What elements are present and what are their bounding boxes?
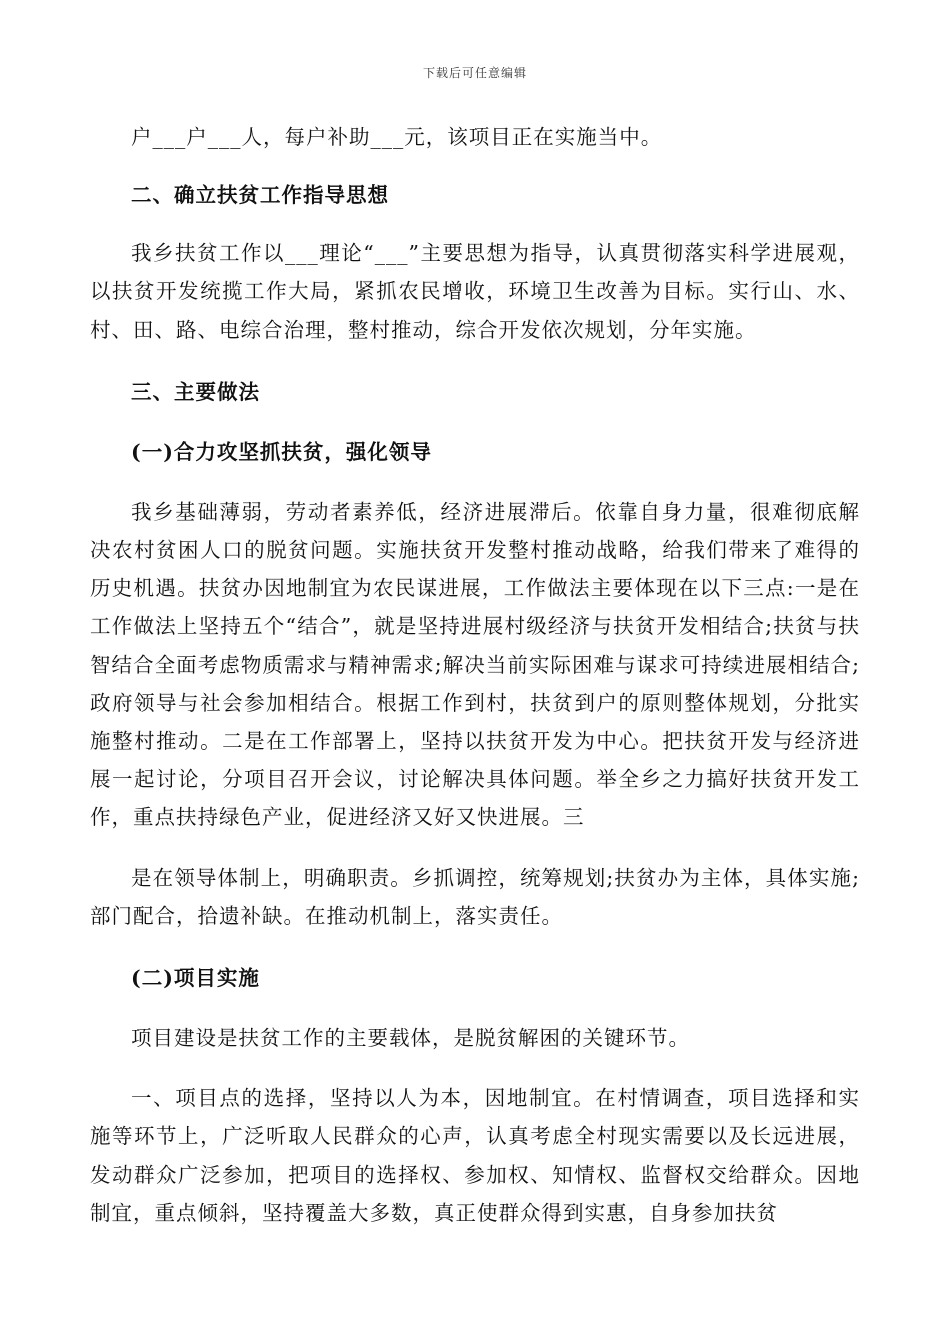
- section-heading-practices: 三、主要做法: [131, 379, 260, 404]
- system-paragraph: 是在领导体制上，明确职责。乡抓调控，统筹规划;扶贫办为主体，具体实施;部门配合，拾遗补缺。在推动机制上，落实责任。: [90, 865, 860, 928]
- guiding-paragraph: 我乡扶贫工作以___理论“___”主要思想为指导，认真贯彻落实科学进展观，以扶贫开发统揽工作大局，紧抓农民增收，环境卫生改善为目标。实行山、水、村、田、路、电综合治理，整村推动，综合开发依次规划，分年实施。: [90, 241, 860, 342]
- selection-paragraph: 一、项目点的选择，坚持以人为本，因地制宜。在村情调查，项目选择和实施等环节上，广泛听取人民群众的心声，认真考虑全村现实需要以及长远进展，发动群众广泛参加，把项目的选择权、参加权、知情权、监督权交给群众。因地制宜，重点倾斜，坚持覆盖大多数，真正使群众得到实惠，自身参加扶贫: [90, 1086, 860, 1225]
- project-paragraph: 项目建设是扶贫工作的主要载体，是脱贫解困的关键环节。: [131, 1026, 690, 1051]
- section-heading-guiding: 二、确立扶贫工作指导思想: [131, 183, 389, 208]
- document-body: [90, 118, 860, 1232]
- subsection-heading-leadership: (一)合力攻坚抓扶贫，强化领导: [131, 439, 432, 464]
- subsection-heading-project: (二)项目实施: [131, 966, 260, 991]
- practice-paragraph: 我乡基础薄弱，劳动者素养低，经济进展滞后。依靠自身力量，很难彻底解决农村贫困人口的脱贫问题。实施扶贫开发整村推动战略，给我们带来了难得的历史机遇。扶贫办因地制宜为农民谋进展，工作做法主要体现在以下三点:一是在工作做法上坚持五个“结合”，就是坚持进展村级经济与扶贫开发相结合;扶贫与扶智结合全面考虑物质需求与精神需求;解决当前实际困难与谋求可持续进展相结合;政府领导与社会参加相结合。根据工作到村，扶贫到户的原则整体规划，分批实施整村推动。二是在工作部署上，坚持以扶贫开发为中心。把扶贫开发与经济进展一起讨论，分项目召开会议，讨论解决具体问题。举全乡之力搞好扶贫开发工作，重点扶持绿色产业，促进经济又好又快进展。三: [90, 499, 860, 830]
- page-header: 下载后可任意编辑: [422, 66, 527, 80]
- intro-paragraph: 户___户___人，每户补助___元，该项目正在实施当中。: [131, 125, 663, 149]
